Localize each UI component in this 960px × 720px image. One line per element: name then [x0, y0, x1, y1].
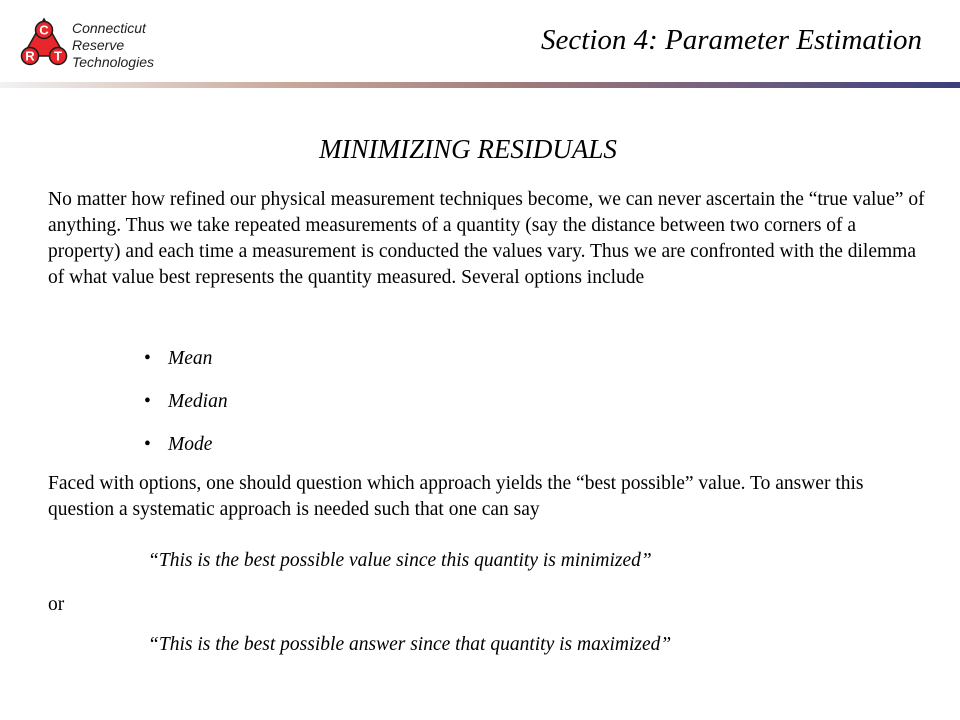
logo-letter-c: C	[39, 22, 49, 38]
options-list	[144, 346, 228, 475]
option-mean: Mean	[168, 348, 213, 369]
slide-heading: MINIMIZING RESIDUALS	[319, 134, 617, 164]
list-item	[144, 432, 228, 475]
logo-letter-r: R	[25, 48, 35, 64]
logo-letter-t: T	[54, 48, 62, 64]
bullet-marker: •	[144, 391, 151, 412]
section-title: Section 4: Parameter Estimation	[541, 24, 922, 56]
list-item	[144, 389, 228, 432]
logo-line-3: Technologies	[72, 54, 154, 70]
company-logo	[20, 16, 180, 74]
bullet-marker: •	[144, 348, 151, 369]
list-item	[144, 346, 228, 389]
or-connector: or	[48, 594, 65, 615]
minimized-quote: “This is the best possible value since this quantity is minimized”	[148, 550, 652, 571]
option-median: Median	[168, 391, 228, 412]
maximized-quote: “This is the best possible answer since that quantity is maximized”	[148, 634, 672, 655]
bullet-marker: •	[144, 434, 151, 455]
crt-triangle-logo-icon	[20, 16, 80, 72]
option-mode: Mode	[168, 434, 213, 455]
logo-wordmark	[72, 20, 154, 71]
logo-line-1: Connecticut	[72, 20, 146, 36]
intro-paragraph: No matter how refined our physical measurement techniques become, we can never ascertain the “true value” of anything. Thus we take repeated measurements of a quantity (say the distance between two corners of a property) and each time a measurement is conducted the values vary. Thus we are confronted with the dilemma of what value best represents the quantity measured. Several options include	[48, 189, 925, 288]
logo-line-2: Reserve	[72, 37, 125, 53]
options-paragraph: Faced with options, one should question which approach yields the “best possible” value. To answer this question a systematic approach is needed such that one can say	[48, 473, 864, 520]
header-divider-bar	[0, 82, 960, 88]
